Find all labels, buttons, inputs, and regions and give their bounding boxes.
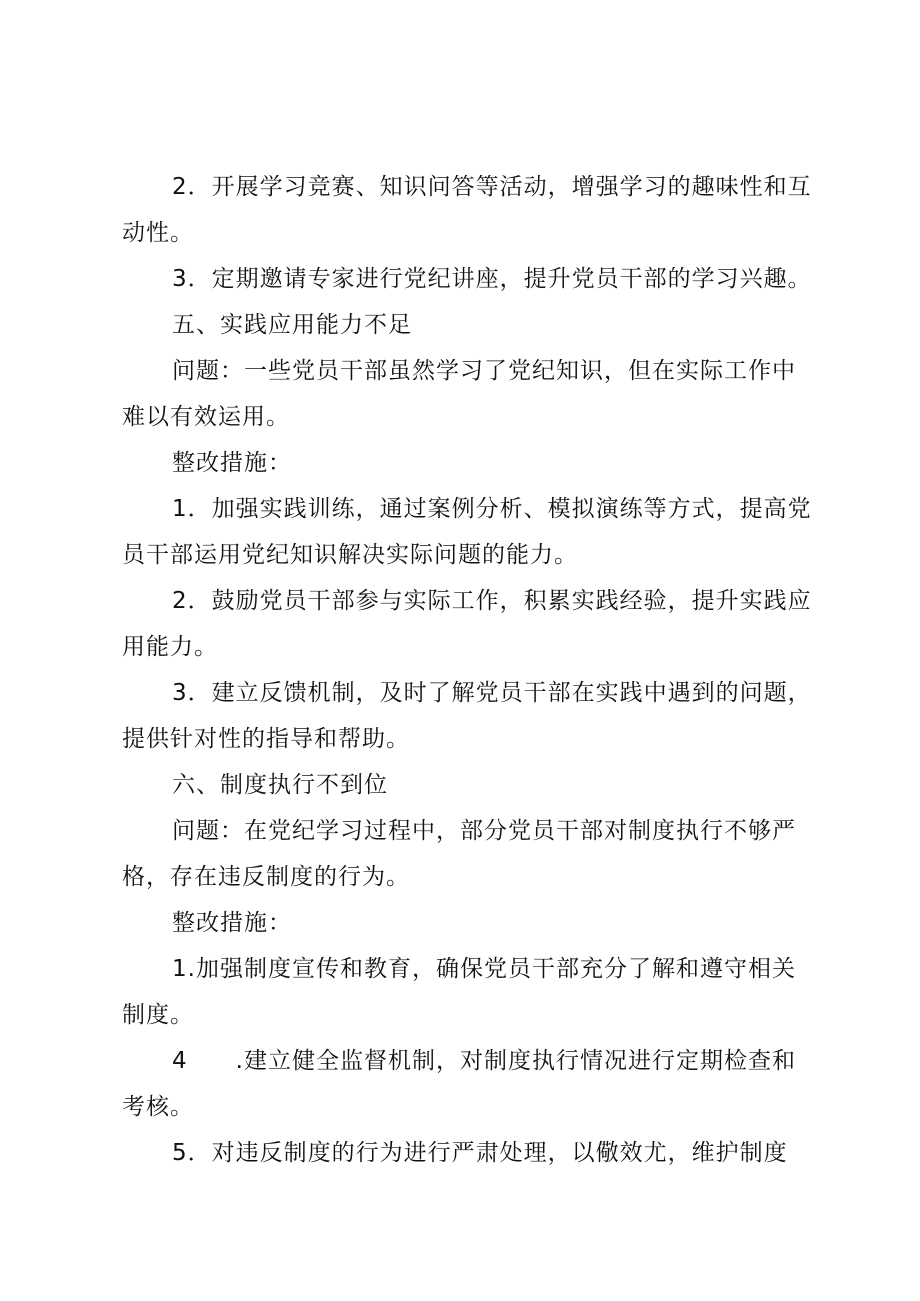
paragraph-measure-2-participation: 2．鼓励党员干部参与实际工作，积累实践经验，提升实践应用能力。 xyxy=(122,588,812,660)
paragraph-measure-3-feedback: 3．建立反馈机制，及时了解党员干部在实践中遇到的问题，提供针对性的指导和帮助。 xyxy=(122,680,812,752)
paragraph-measure-1-practice-training: 1．加强实践训练，通过案例分析、模拟演练等方式，提高党员干部运用党纪知识解决实际问题的能力。 xyxy=(122,496,812,568)
paragraph-measure-4-supervision: 4 .建立健全监督机制，对制度执行情况进行定期检查和考核。 xyxy=(122,1048,796,1120)
subheading-measures-6: 整改措施： xyxy=(172,910,292,936)
subheading-measures-5: 整改措施： xyxy=(172,450,292,476)
paragraph-measure-3-lectures: 3．定期邀请专家进行党纪讲座，提升党员干部的学习兴趣。 xyxy=(172,266,812,292)
paragraph-problem-6: 问题：在党纪学习过程中，部分党员干部对制度执行不够严格，存在违反制度的行为。 xyxy=(122,818,796,890)
paragraph-measure-1-publicity: 1.加强制度宣传和教育，确保党员干部充分了解和遵守相关制度。 xyxy=(122,956,796,1028)
section-heading-6: 六、制度执行不到位 xyxy=(172,772,388,798)
section-heading-5: 五、实践应用能力不足 xyxy=(172,312,412,338)
document-body xyxy=(122,164,812,1176)
paragraph-measure-5-punishment: 5．对违反制度的行为进行严肃处理，以儆效尤，维护制度 xyxy=(172,1140,788,1166)
paragraph-problem-5: 问题：一些党员干部虽然学习了党纪知识，但在实际工作中难以有效运用。 xyxy=(122,358,796,430)
paragraph-measure-2-competitions: 2．开展学习竞赛、知识问答等活动，增强学习的趣味性和互动性。 xyxy=(122,174,812,246)
